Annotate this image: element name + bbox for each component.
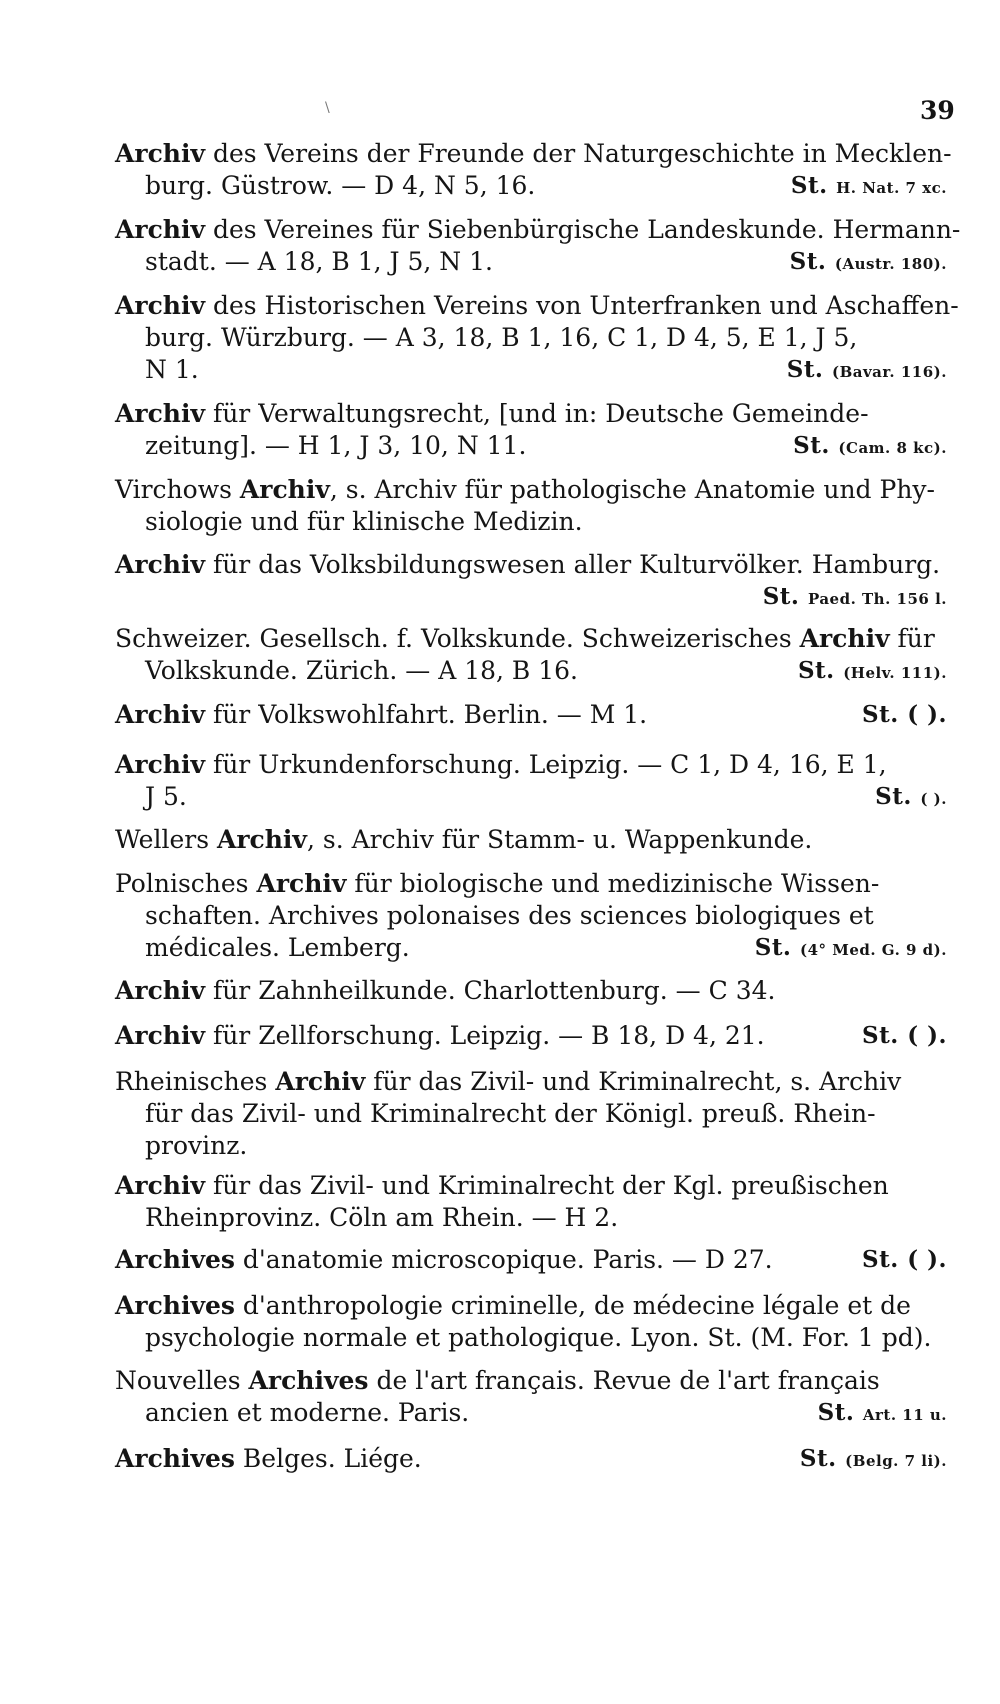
entry-keyword: Archiv bbox=[239, 475, 330, 504]
entry-prefix: Schweizer. Gesellsch. f. Volkskunde. Schweizerisches bbox=[115, 624, 800, 653]
entry-keyword: Archiv bbox=[115, 139, 205, 168]
entry-keyword: Archives bbox=[115, 1245, 235, 1274]
entry-text: zeitung]. — H 1, J 3, 10, N 11. bbox=[145, 431, 527, 460]
entry-line bbox=[115, 655, 947, 687]
entry-line bbox=[115, 1290, 947, 1322]
entry-text: burg. Güstrow. — D 4, N 5, 16. bbox=[145, 171, 536, 200]
shelf-signature bbox=[818, 1397, 947, 1431]
entry-line bbox=[115, 1170, 947, 1202]
catalog-entry bbox=[115, 1443, 947, 1475]
signature-prefix: St. bbox=[875, 783, 912, 810]
catalog-entry bbox=[115, 868, 947, 964]
entry-line bbox=[115, 398, 947, 430]
entry-text: Rheinprovinz. Cöln am Rhein. — H 2. bbox=[145, 1203, 619, 1232]
entry-text: schaften. Archives polonaises des sciences biologiques et bbox=[145, 901, 874, 930]
catalog-entry bbox=[115, 138, 952, 202]
entry-line bbox=[115, 214, 961, 246]
entry-line bbox=[115, 170, 947, 202]
entry-text: für das Zivil- und Kriminalrecht der Kgl. preußischen bbox=[205, 1171, 889, 1200]
catalog-entry bbox=[115, 214, 961, 278]
catalog-entry bbox=[115, 1170, 947, 1234]
entry-line bbox=[115, 1365, 947, 1397]
entry-text: des Historischen Vereins von Unterfranken und Aschaffen- bbox=[205, 291, 959, 320]
entry-text: für Urkundenforschung. Leipzig. — C 1, D 4, 16, E 1, bbox=[205, 750, 887, 779]
signature-detail: (Austr. 180). bbox=[834, 255, 947, 273]
signature-prefix: St. bbox=[817, 1399, 855, 1426]
entry-line bbox=[115, 781, 947, 813]
entry-text: für Zellforschung. Leipzig. — B 18, D 4, 21. bbox=[205, 1021, 765, 1050]
entry-line bbox=[115, 1098, 947, 1130]
signature-detail: H. Nat. 7 xc. bbox=[836, 179, 947, 197]
entry-text: ancien et moderne. Paris. bbox=[145, 1398, 470, 1427]
shelf-signature bbox=[793, 430, 947, 464]
shelf-signature bbox=[875, 781, 947, 815]
entry-line bbox=[115, 290, 959, 322]
entry-prefix: Rheinisches bbox=[115, 1067, 276, 1096]
entry-text: für biologische und medizinische Wissen- bbox=[346, 869, 880, 898]
signature-detail: (Cam. 8 kc). bbox=[838, 439, 947, 457]
catalog-entry bbox=[115, 290, 959, 386]
entry-keyword: Archiv bbox=[115, 550, 205, 579]
entry-text: d'anatomie microscopique. Paris. — D 27. bbox=[234, 1245, 773, 1274]
entry-line bbox=[115, 581, 947, 613]
entry-keyword: Archiv bbox=[115, 700, 205, 729]
entry-line bbox=[115, 430, 947, 462]
entry-text: für das Volksbildungswesen aller Kulturvölker. Hamburg. bbox=[205, 550, 941, 579]
entry-line bbox=[115, 824, 947, 856]
entry-text: siologie und für klinische Medizin. bbox=[145, 507, 583, 536]
entry-keyword: Archives bbox=[248, 1366, 369, 1395]
entry-text: , s. Archiv für pathologische Anatomie und Phy- bbox=[329, 475, 936, 504]
entry-text: für das Zivil- und Kriminalrecht der Königl. preuß. Rhein- bbox=[145, 1099, 876, 1128]
entry-keyword: Archiv bbox=[216, 825, 307, 854]
entry-text: , s. Archiv für Stamm- u. Wappenkunde. bbox=[306, 825, 813, 854]
entry-line bbox=[115, 354, 947, 386]
catalog-entry bbox=[115, 975, 947, 1007]
entry-line bbox=[115, 623, 947, 655]
entry-keyword: Archiv bbox=[115, 750, 205, 779]
entry-line bbox=[115, 549, 947, 581]
signature-prefix: St. bbox=[799, 1445, 837, 1472]
signature-prefix: St. bbox=[789, 248, 827, 275]
entry-keyword: Archiv bbox=[115, 1171, 205, 1200]
catalog-entry bbox=[115, 398, 947, 462]
shelf-signature bbox=[787, 354, 947, 388]
entry-prefix: Polnisches bbox=[115, 869, 257, 898]
shelf-signature bbox=[800, 1443, 947, 1477]
catalog-entry bbox=[115, 1290, 947, 1354]
entry-text: médicales. Lemberg. bbox=[145, 933, 410, 962]
entry-line bbox=[115, 1397, 947, 1429]
entry-keyword: Archiv bbox=[115, 291, 205, 320]
entry-text: für Zahnheilkunde. Charlottenburg. — C 34. bbox=[205, 976, 776, 1005]
entry-line bbox=[115, 1443, 947, 1475]
entry-line bbox=[115, 1244, 947, 1276]
shelf-signature bbox=[763, 581, 947, 615]
entry-text: burg. Würzburg. — A 3, 18, B 1, 16, C 1, D 4, 5, E 1, J 5, bbox=[145, 323, 858, 352]
signature-detail: (Bavar. 116). bbox=[831, 363, 947, 381]
catalog-entry bbox=[115, 474, 947, 538]
entry-line bbox=[115, 749, 947, 781]
entry-text: für bbox=[889, 624, 935, 653]
entry-keyword: Archives bbox=[115, 1444, 235, 1473]
entry-text: psychologie normale et pathologique. Lyon. St. (M. For. 1 pd). bbox=[145, 1323, 932, 1352]
entry-text: des Vereines für Siebenbürgische Landeskunde. Hermann- bbox=[205, 215, 961, 244]
shelf-signature: St. ( ). bbox=[861, 1022, 947, 1049]
catalog-entry bbox=[115, 1020, 947, 1052]
entry-line bbox=[115, 474, 947, 506]
catalog-entry bbox=[115, 699, 947, 731]
entry-line bbox=[115, 868, 947, 900]
catalog-entry bbox=[115, 749, 947, 813]
signature-prefix: St. bbox=[797, 657, 835, 684]
entry-text: des Vereins der Freunde der Naturgeschichte in Mecklen- bbox=[205, 139, 952, 168]
catalog-entry bbox=[115, 824, 947, 856]
entry-line bbox=[115, 699, 947, 731]
entry-text: N 1. bbox=[145, 355, 199, 384]
signature-prefix: St. bbox=[762, 583, 800, 610]
entry-text: für Verwaltungsrecht, [und in: Deutsche Gemeinde- bbox=[205, 399, 869, 428]
entry-keyword: Archiv bbox=[115, 399, 205, 428]
entry-line bbox=[115, 1020, 947, 1052]
shelf-signature: St. ( ). bbox=[861, 701, 947, 728]
entry-prefix: Nouvelles bbox=[115, 1366, 249, 1395]
entry-text: de l'art français. Revue de l'art français bbox=[368, 1366, 880, 1395]
signature-detail: ( ). bbox=[920, 790, 947, 808]
signature-detail: (4° Med. G. 9 d). bbox=[799, 941, 947, 959]
speck-mark: \ bbox=[325, 100, 330, 116]
entry-text: stadt. — A 18, B 1, J 5, N 1. bbox=[145, 247, 493, 276]
entry-text: J 5. bbox=[145, 782, 187, 811]
entry-line bbox=[115, 138, 952, 170]
entry-line bbox=[115, 1202, 947, 1234]
catalog-entry bbox=[115, 623, 947, 687]
shelf-signature bbox=[755, 932, 947, 966]
entry-keyword: Archiv bbox=[115, 1021, 205, 1050]
entry-line bbox=[115, 900, 947, 932]
entry-keyword: Archives bbox=[115, 1291, 235, 1320]
shelf-signature bbox=[791, 170, 947, 204]
shelf-signature bbox=[798, 655, 947, 689]
entry-line bbox=[115, 932, 947, 964]
entry-prefix: Virchows bbox=[115, 475, 240, 504]
signature-prefix: St. bbox=[790, 172, 828, 199]
entry-text: für Volkswohlfahrt. Berlin. — M 1. bbox=[205, 700, 648, 729]
catalog-entry bbox=[115, 1244, 947, 1276]
entry-keyword: Archiv bbox=[115, 215, 205, 244]
entry-line bbox=[115, 1130, 947, 1162]
shelf-signature bbox=[790, 246, 947, 280]
entry-text: provinz. bbox=[145, 1131, 248, 1160]
entry-keyword: Archiv bbox=[799, 624, 890, 653]
entry-line bbox=[115, 506, 947, 538]
entry-line bbox=[115, 1322, 947, 1354]
entry-line bbox=[115, 246, 947, 278]
entry-line bbox=[115, 975, 947, 1007]
entry-keyword: Archiv bbox=[275, 1067, 366, 1096]
shelf-signature: St. ( ). bbox=[861, 1246, 947, 1273]
catalog-entry bbox=[115, 1066, 947, 1162]
entry-keyword: Archiv bbox=[115, 976, 205, 1005]
catalog-entry bbox=[115, 549, 947, 613]
signature-detail: Art. 11 u. bbox=[862, 1406, 947, 1424]
entry-text: d'anthropologie criminelle, de médecine légale et de bbox=[234, 1291, 911, 1320]
signature-prefix: St. bbox=[786, 356, 824, 383]
entry-keyword: Archiv bbox=[256, 869, 347, 898]
entry-text: Belges. Liége. bbox=[234, 1444, 422, 1473]
signature-detail: (Belg. 7 li). bbox=[845, 1452, 947, 1470]
signature-prefix: St. bbox=[754, 934, 792, 961]
entry-line bbox=[115, 322, 947, 354]
entry-text: für das Zivil- und Kriminalrecht, s. Archiv bbox=[365, 1067, 902, 1096]
entry-prefix: Wellers bbox=[115, 825, 217, 854]
signature-detail: Paed. Th. 156 l. bbox=[807, 590, 947, 608]
signature-detail: (Helv. 111). bbox=[843, 664, 947, 682]
entry-text: Volkskunde. Zürich. — A 18, B 16. bbox=[145, 656, 578, 685]
catalog-entry bbox=[115, 1365, 947, 1429]
page-number: 39 bbox=[920, 96, 955, 125]
signature-prefix: St. bbox=[793, 432, 830, 459]
entry-line bbox=[115, 1066, 947, 1098]
